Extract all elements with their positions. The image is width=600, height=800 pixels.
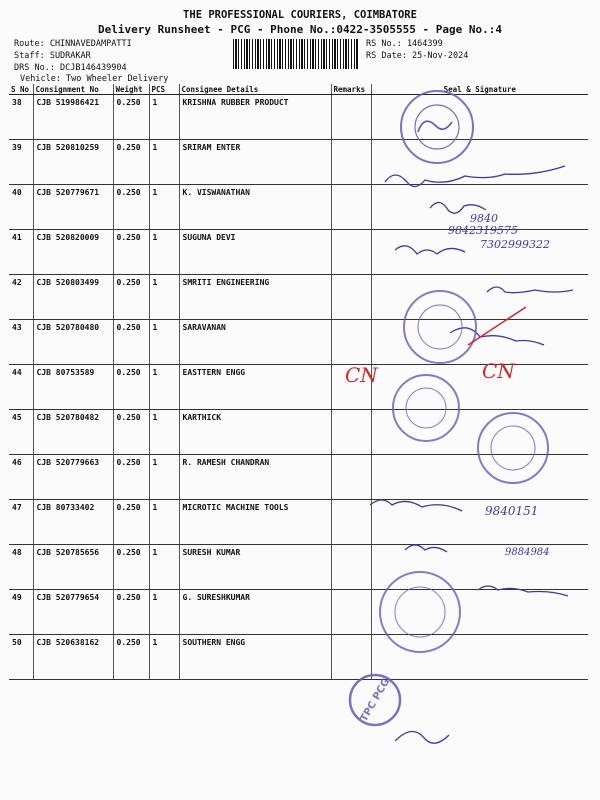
cell-signature bbox=[371, 230, 588, 275]
cell-remarks bbox=[331, 320, 371, 365]
cell-signature bbox=[371, 320, 588, 365]
cell-consignment: CJB 80753589 bbox=[33, 365, 113, 410]
vehicle-label: Vehicle: Two Wheeler Delivery bbox=[20, 74, 169, 84]
remark-cn: CN bbox=[482, 359, 515, 383]
cell-consignee: KRISHNA RUBBER PRODUCT bbox=[179, 95, 331, 140]
cell-remarks bbox=[331, 95, 371, 140]
cell-pcs: 1 bbox=[149, 320, 179, 365]
cell-sno: 41 bbox=[9, 230, 33, 275]
cell-remarks bbox=[331, 455, 371, 500]
table-row bbox=[9, 500, 588, 545]
table-row bbox=[9, 635, 588, 680]
cell-consignment: CJB 80733402 bbox=[33, 500, 113, 545]
col-header-weight: Weight bbox=[113, 84, 149, 95]
cell-signature bbox=[371, 455, 588, 500]
cell-weight: 0.250 bbox=[113, 455, 149, 500]
cell-remarks bbox=[331, 185, 371, 230]
cell-pcs: 1 bbox=[149, 365, 179, 410]
cell-consignment: CJB 519986421 bbox=[33, 95, 113, 140]
runsheet-title: Delivery Runsheet - PCG - Phone No.:0422-3505555 - Page No.:4 bbox=[98, 23, 502, 36]
col-header-pcs: PCS bbox=[149, 84, 179, 95]
cell-sno: 43 bbox=[9, 320, 33, 365]
cell-signature bbox=[371, 410, 588, 455]
handwritten-number: 9840151 bbox=[485, 504, 539, 518]
cell-consignee: KARTHICK bbox=[179, 410, 331, 455]
cell-remarks bbox=[331, 590, 371, 635]
cell-remarks bbox=[331, 230, 371, 275]
cell-consignment: CJB 520779663 bbox=[33, 455, 113, 500]
cell-consignment: CJB 520779671 bbox=[33, 185, 113, 230]
runsheet-table bbox=[9, 84, 588, 680]
cell-consignment: CJB 520780482 bbox=[33, 410, 113, 455]
cell-pcs: 1 bbox=[149, 140, 179, 185]
cell-weight: 0.250 bbox=[113, 365, 149, 410]
table-header-row bbox=[9, 84, 588, 95]
company-name: THE PROFESSIONAL COURIERS, COIMBATORE bbox=[183, 9, 417, 21]
col-header-consignment: Consignment No bbox=[33, 84, 113, 95]
cell-consignee: SUGUNA DEVI bbox=[179, 230, 331, 275]
table-row bbox=[9, 590, 588, 635]
cell-consignee: K. VISWANATHAN bbox=[179, 185, 331, 230]
col-header-signature: Seal & Signature bbox=[371, 84, 588, 95]
cell-signature bbox=[371, 365, 588, 410]
route-label: Route: CHINNAVEDAMPATTI bbox=[14, 39, 132, 49]
cell-pcs: 1 bbox=[149, 95, 179, 140]
cell-weight: 0.250 bbox=[113, 95, 149, 140]
cell-consignee: SURESH KUMAR bbox=[179, 545, 331, 590]
cell-consignee: R. RAMESH CHANDRAN bbox=[179, 455, 331, 500]
cell-consignment: CJB 520820009 bbox=[33, 230, 113, 275]
cell-signature bbox=[371, 500, 588, 545]
cell-sno: 39 bbox=[9, 140, 33, 185]
cell-consignee: EASTTERN ENGG bbox=[179, 365, 331, 410]
cell-consignment: CJB 520803499 bbox=[33, 275, 113, 320]
table-row bbox=[9, 275, 588, 320]
col-header-remarks: Remarks bbox=[331, 84, 371, 95]
cell-weight: 0.250 bbox=[113, 590, 149, 635]
table-row bbox=[9, 95, 588, 140]
cell-sno: 48 bbox=[9, 545, 33, 590]
cell-consignment: CJB 520780480 bbox=[33, 320, 113, 365]
cell-consignment: CJB 520785656 bbox=[33, 545, 113, 590]
cell-sno: 44 bbox=[9, 365, 33, 410]
cell-weight: 0.250 bbox=[113, 500, 149, 545]
cell-remarks bbox=[331, 635, 371, 680]
cell-pcs: 1 bbox=[149, 545, 179, 590]
cell-signature bbox=[371, 275, 588, 320]
tpc-pcg-stamp bbox=[350, 675, 400, 725]
handwritten-number: 9884984 bbox=[505, 547, 550, 558]
cell-signature bbox=[371, 140, 588, 185]
table-row bbox=[9, 140, 588, 185]
rs-number: RS No.: 1464399 bbox=[366, 39, 443, 49]
cell-signature bbox=[371, 95, 588, 140]
cell-weight: 0.250 bbox=[113, 185, 149, 230]
table-row bbox=[9, 455, 588, 500]
cell-consignee: SARAVANAN bbox=[179, 320, 331, 365]
cell-sno: 50 bbox=[9, 635, 33, 680]
drs-number: DRS No.: DCJB146439904 bbox=[14, 63, 127, 73]
cell-sno: 40 bbox=[9, 185, 33, 230]
cell-weight: 0.250 bbox=[113, 635, 149, 680]
tpc-pcg-text: TPC PCG bbox=[358, 676, 393, 724]
table-row bbox=[9, 230, 588, 275]
cell-pcs: 1 bbox=[149, 455, 179, 500]
cell-weight: 0.250 bbox=[113, 140, 149, 185]
cell-pcs: 1 bbox=[149, 410, 179, 455]
cell-consignee: G. SURESHKUMAR bbox=[179, 590, 331, 635]
cell-pcs: 1 bbox=[149, 500, 179, 545]
table-row bbox=[9, 185, 588, 230]
cell-remarks bbox=[331, 365, 371, 410]
cell-consignment: CJB 520638162 bbox=[33, 635, 113, 680]
cell-weight: 0.250 bbox=[113, 230, 149, 275]
cell-consignment: CJB 520779654 bbox=[33, 590, 113, 635]
remark-cn: CN bbox=[345, 363, 378, 387]
table-row bbox=[9, 320, 588, 365]
cell-sno: 38 bbox=[9, 95, 33, 140]
cell-pcs: 1 bbox=[149, 635, 179, 680]
table-row bbox=[9, 365, 588, 410]
cell-weight: 0.250 bbox=[113, 545, 149, 590]
cell-pcs: 1 bbox=[149, 590, 179, 635]
cell-signature bbox=[371, 635, 588, 680]
handwritten-number: 7302999322 bbox=[480, 238, 550, 251]
cell-weight: 0.250 bbox=[113, 410, 149, 455]
cell-signature bbox=[371, 590, 588, 635]
cell-consignment: CJB 520810259 bbox=[33, 140, 113, 185]
cell-sno: 49 bbox=[9, 590, 33, 635]
table-row bbox=[9, 545, 588, 590]
cell-consignee: SOUTHERN ENGG bbox=[179, 635, 331, 680]
cell-consignee: SRIRAM ENTER bbox=[179, 140, 331, 185]
cell-sno: 46 bbox=[9, 455, 33, 500]
cell-signature bbox=[371, 545, 588, 590]
cell-pcs: 1 bbox=[149, 230, 179, 275]
col-header-consignee: Consignee Details bbox=[179, 84, 331, 95]
cell-consignee: SMRITI ENGINEERING bbox=[179, 275, 331, 320]
cell-consignee: MICROTIC MACHINE TOOLS bbox=[179, 500, 331, 545]
cell-weight: 0.250 bbox=[113, 320, 149, 365]
cell-weight: 0.250 bbox=[113, 275, 149, 320]
handwritten-number: 9840 bbox=[470, 212, 498, 225]
cell-sno: 45 bbox=[9, 410, 33, 455]
cell-remarks bbox=[331, 410, 371, 455]
cell-remarks bbox=[331, 500, 371, 545]
cell-pcs: 1 bbox=[149, 185, 179, 230]
col-header-sno: S No bbox=[9, 84, 33, 95]
rs-date: RS Date: 25-Nov-2024 bbox=[366, 51, 469, 61]
cell-remarks bbox=[331, 545, 371, 590]
cell-pcs: 1 bbox=[149, 275, 179, 320]
cell-remarks bbox=[331, 140, 371, 185]
cell-sno: 42 bbox=[9, 275, 33, 320]
cell-sno: 47 bbox=[9, 500, 33, 545]
table-row bbox=[9, 410, 588, 455]
cell-signature bbox=[371, 185, 588, 230]
cell-remarks bbox=[331, 275, 371, 320]
staff-label: Staff: SUDRAKAR bbox=[14, 51, 91, 61]
barcode bbox=[233, 39, 359, 69]
handwritten-number: 9842319575 bbox=[448, 224, 518, 237]
